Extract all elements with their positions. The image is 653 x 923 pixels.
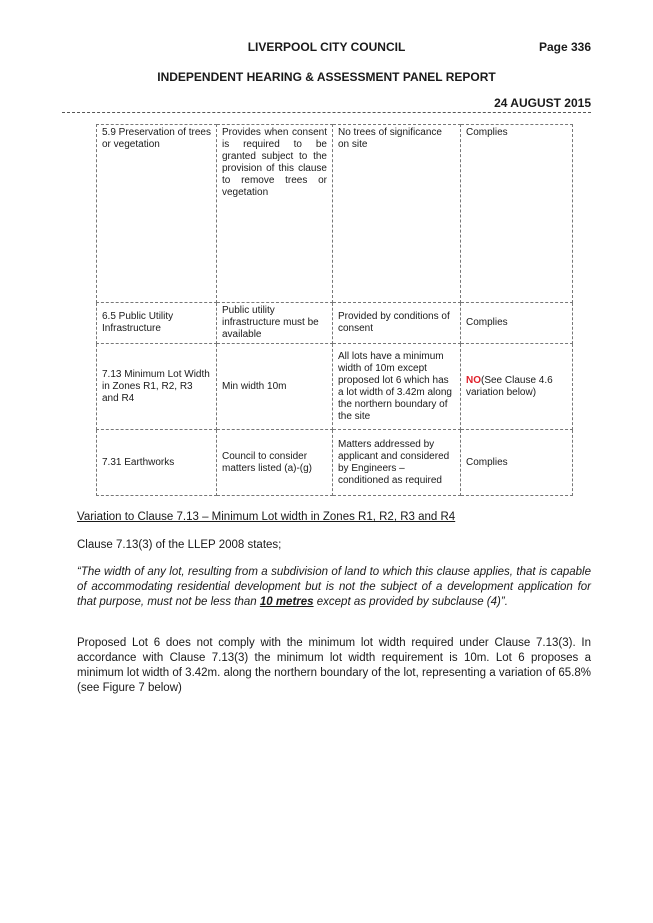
- requirement-cell: Public utility infrastructure must be available: [217, 303, 333, 344]
- requirement-cell: Min width 10m: [217, 344, 333, 430]
- report-title: INDEPENDENT HEARING & ASSESSMENT PANEL REPORT: [157, 70, 496, 84]
- clause-cell: 7.31 Earthworks: [97, 430, 217, 496]
- requirement-cell: Council to consider matters listed (a)-(g): [217, 430, 333, 496]
- clause-intro: Clause 7.13(3) of the LLEP 2008 states;: [77, 539, 282, 551]
- compliance-note: (See Clause 4.6 variation below): [466, 374, 553, 398]
- section-heading: Variation to Clause 7.13 – Minimum Lot width in Zones R1, R2, R3 and R4: [77, 511, 456, 523]
- proposal-cell: Matters addressed by applicant and considered by Engineers – conditioned as required: [333, 430, 461, 496]
- header-divider: [62, 112, 591, 113]
- compliance-cell: [461, 125, 573, 303]
- compliance-table: [96, 124, 573, 496]
- clause-cell: 6.5 Public Utility Infrastructure: [97, 303, 217, 344]
- requirement-cell: Provides when consent is required to be granted subject to the provision of this clause to remove trees or vegetation: [217, 125, 333, 303]
- compliance-cell: [461, 430, 573, 496]
- report-date: 24 AUGUST 2015: [494, 96, 591, 110]
- proposal-cell: No trees of significance on site: [333, 125, 461, 303]
- table-row: [97, 344, 573, 430]
- page-number: Page 336: [538, 40, 591, 54]
- table-row: [97, 303, 573, 344]
- quote-text-end: except as provided by subclause (4)”.: [313, 596, 508, 608]
- clause-cell: 7.13 Minimum Lot Width in Zones R1, R2, R3 and R4: [97, 344, 217, 430]
- clause-quote: [77, 565, 591, 610]
- compliance-status: Complies: [466, 456, 508, 468]
- compliance-cell: [461, 303, 573, 344]
- table-row: [97, 125, 573, 303]
- non-compliance-flag: NO: [466, 374, 481, 386]
- compliance-status: Complies: [466, 317, 508, 328]
- compliance-status: Complies: [466, 127, 508, 138]
- council-name: LIVERPOOL CITY COUNCIL: [247, 40, 406, 54]
- clause-cell: 5.9 Preservation of trees or vegetation: [97, 125, 217, 303]
- table-row: [97, 430, 573, 496]
- assessment-paragraph: Proposed Lot 6 does not comply with the minimum lot width required under Clause 7.13(3). In accordance with Clause 7.13(3) the minimum lot width requirement is 10m. Lot 6 proposes a minimum lot width of 3.42m. along the northern boundary of the lot, representing a variation of 65.8% (see Figure 7 below): [77, 637, 591, 694]
- proposal-cell: All lots have a minimum width of 10m except proposed lot 6 which has a lot width of 3.42m along the northern boundary of the site: [333, 344, 461, 430]
- quote-text-start: “The width of any lot, resulting from a subdivision of land to which this clause applies, that is capable of accommodating residential development but is not the subject of a development application for that purpose, must not be less than: [77, 566, 591, 608]
- compliance-cell: [461, 344, 573, 430]
- quote-emphasis: 10 metres: [259, 596, 314, 608]
- proposal-cell: Provided by conditions of consent: [333, 303, 461, 344]
